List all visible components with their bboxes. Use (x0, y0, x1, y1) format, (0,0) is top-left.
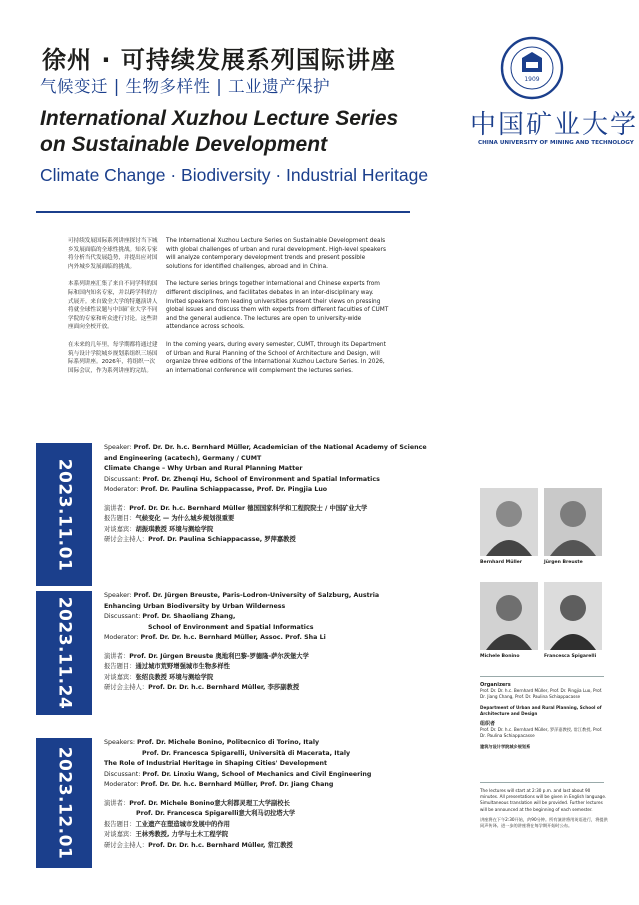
person-icon (480, 582, 538, 650)
lecture-line: Moderator: Prof. Dr. Paulina Schiappacasse, Prof. Dr. Pingjia Luo (104, 486, 328, 493)
lecture-line: 报告题目：工业遗产在塑造城市发展中的作用 (104, 820, 230, 828)
header-divider (36, 211, 410, 213)
organizers-block (480, 682, 608, 754)
page-subtitle-en: Climate Change · Biodiversity · Industrial Heritage (40, 165, 429, 185)
date-band-lecture-1 (36, 443, 92, 586)
lecture-line: 对谈嘉宾：张绍良教授 环境与测绘学院 (104, 673, 214, 681)
lecture-line: Speaker: Prof. Dr. Jürgen Breuste, Paris-Lodron-University of Salzburg, Austria (104, 592, 380, 599)
title-en-line2: on Sustainable Development (40, 133, 328, 156)
date-band-lecture-3 (36, 738, 92, 868)
lecture-date: 2023.11.01 (54, 458, 75, 571)
lecture-line: Moderator: Prof. Dr. Dr. h.c. Bernhard Müller, Prof. Dr. Jiang Chang (104, 781, 334, 788)
intro-cn-paragraph: 本系列讲座汇集了来自不同学科的国际和国内知名专家，并以跨学科的方式展开。来自致全大学的特邀演讲人将就全球性议题与中国矿业大学不同学院的专家和听众进行讨论。这些讲座面向全校开放。 (68, 281, 158, 331)
lecture-line: 研讨会主持人：Prof. Dr. Dr. h.c. Bernhard Müller, 李莎副教授 (104, 684, 300, 691)
page-title-cn: 徐州 · 可持续发展系列国际讲座 (42, 46, 396, 74)
organizers-people: Prof. Dr. Dr. h.c. Bernhard Müller, Prof. Dr. Pingjia Luo, Prof. Dr. Jiang Chang, Prof. Dr. Paulina Schiappacasse (480, 688, 603, 700)
lecture-line: Prof. Dr. Francesca Spigarelli意大利马切拉塔大学 (136, 810, 296, 817)
lecture-line: 研讨会主持人：Prof. Dr. Dr. h.c. Bernhard Müller, 常江教授 (104, 841, 293, 849)
person-icon (480, 488, 538, 556)
person-icon (544, 488, 602, 556)
lecture-line: 演讲者：Prof. Dr. Dr. h.c. Bernhard Müller 德国国家科学和工程院院士 / 中国矿业大学 (104, 504, 368, 512)
organizers-cn-dept: 建筑与设计学院城乡规划系 (480, 743, 531, 749)
intro-en-paragraph: The lecture series brings together international and Chinese experts from different disciplines, and facilitates debates in an inter-disciplinary way. Invited speakers from leading universities present their views on pressing global issues and discuss them with experts from different faculties of CUMT and the general audience. The lectures are open to university-wide attendance across schools. (166, 281, 389, 331)
organizers-dept: Department of Urban and Rural Planning, School of Architecture and Design (480, 704, 602, 716)
lecture-line: Discussant: Prof. Dr. Zhenqi Hu, School of Environment and Spatial Informatics (104, 475, 380, 483)
speaker-name: Bernhard Müller (480, 560, 523, 565)
speaker-photo (480, 488, 538, 556)
organizers-cn-people: Prof. Dr. Dr. h.c. Bernhard Müller, 罗萍嘉教授, 常江教授, Prof. Dr. Paulina Schiappacasse (480, 727, 603, 739)
lecture-line: Enhancing Urban Biodiversity by Urban Wilderness (104, 602, 286, 610)
organizers-title: Organizers (480, 682, 511, 688)
lecture-line: 报告题目：气候变化 — 为什么城乡规划很重要 (104, 515, 235, 522)
university-name-en: CHINA UNIVERSITY OF MINING AND TECHNOLOGY (478, 140, 634, 146)
speaker-photo (544, 488, 602, 556)
lecture-date: 2023.12.01 (54, 746, 75, 860)
intro-cn-paragraph: 在未来的几年里，每学期都将通过建筑与设计学院城乡规划系组织三场国际系列讲座。2026年，将组织一次国际会议，作为系列讲座的完结。 (68, 341, 158, 374)
person-icon (544, 582, 602, 650)
notes-en: The lectures will start at 2:30 p.m. and last about 90 minutes. All presentations will be given in English language. Simultaneous translation will be provided. Further lectures will be announced at the beginning of each semester. (480, 788, 607, 812)
lecture-line: 演讲者：Prof. Dr. Michele Bonino意大利都灵理工大学副校长 (104, 799, 290, 807)
sidebar-divider (480, 676, 604, 677)
lecture-line: 演讲者：Prof. Dr. Jürgen Breuste 奥地利巴黎-罗德隆-萨尔茨堡大学 (104, 652, 309, 660)
intro-cn-paragraph: 可持续发展国际系列讲座探讨当下城乡发展面临的全球性挑战。知名专家将分析当代发展趋势，并提出应对国内外城乡发展面临的挑战。 (68, 238, 158, 270)
speaker-photo (480, 582, 538, 650)
seal-year: 1909 (524, 76, 540, 83)
notes-block (480, 788, 608, 833)
speaker-photo (544, 582, 602, 650)
lecture-line: Climate Change – Why Urban and Rural Planning Matter (104, 465, 303, 472)
intro-english (166, 237, 390, 384)
page-title-en (40, 106, 440, 158)
title-en-line1: International Xuzhou Lecture Series (40, 107, 399, 130)
page-subtitle-cn: 气候变迁 | 生物多样性 | 工业遗产保护 (40, 77, 331, 96)
speaker-name: Jürgen Breuste (544, 560, 583, 565)
speaker-name: Michele Bonino (480, 654, 520, 659)
date-band-lecture-2 (36, 591, 92, 715)
lecture-line: 对谈嘉宾：王林秀教授, 力学与土木工程学院 (104, 831, 229, 838)
lecture-line: School of Environment and Spatial Informatics (148, 623, 314, 631)
lecture-2-details (104, 591, 434, 694)
university-name-cn: 中国矿业大学 (470, 110, 639, 140)
lecture-line: Discussant: Prof. Dr. Shaoliang Zhang, (104, 613, 236, 620)
intro-en-paragraph: In the coming years, during every semester, CUMT, through its Department of Urban and Rural Planning of the School of Architecture and Design, will organize three editions of the International Xuzhou Lecture Series. In 2026, an international conference will complement the lectures series. (166, 341, 386, 374)
lecture-line: Speakers: Prof. Dr. Michele Bonino, Politecnico di Torino, Italy (104, 739, 320, 746)
lecture-line: Prof. Dr. Francesca Spigarelli, Università di Macerata, Italy (142, 749, 351, 757)
speaker-name: Francesca Spigarelli (544, 654, 597, 659)
intro-en-paragraph: The International Xuzhou Lecture Series on Sustainable Development deals with global challenges of urban and rural development. High-level speakers will analyze contemporary development trends and present possible solutions for identified challenges, abroad and in China. (166, 238, 386, 270)
lecture-line: Discussant: Prof. Dr. Linxiu Wang, School of Mechanics and Civil Engineering (104, 770, 372, 778)
sidebar-divider (480, 782, 604, 783)
lecture-line: 对谈嘉宾：胡振琪教授 环境与测绘学院 (104, 525, 214, 533)
lecture-line: Moderator: Prof. Dr. Dr. h.c. Bernhard Müller, Assoc. Prof. Sha Li (104, 634, 326, 641)
lecture-date: 2023.11.24 (54, 596, 75, 710)
lecture-line: 报告题目：通过城市荒野增强城市生物多样性 (104, 663, 230, 670)
organizers-cn-title: 组织者 (480, 721, 496, 728)
lecture-3-details (104, 738, 434, 851)
lecture-line: The Role of Industrial Heritage in Shaping Cities' Development (104, 760, 327, 767)
university-seal-icon (480, 34, 580, 114)
lecture-line: Speaker: Prof. Dr. Dr. h.c. Bernhard Müller, Academician of the National Academy of Science and Engineering (acatech), Germany / CUMT (104, 444, 427, 462)
lecture-line: 研讨会主持人：Prof. Dr. Paulina Schiappacasse, 罗萍嘉教授 (104, 536, 296, 543)
intro-chinese (68, 237, 158, 384)
notes-cn: 讲座将在下午2:30开始，约90分钟。所有演讲将用英语进行，将提供同声传译。进一步的讲座将在每学期开始时公布。 (480, 816, 608, 829)
lecture-1-details (104, 443, 434, 546)
